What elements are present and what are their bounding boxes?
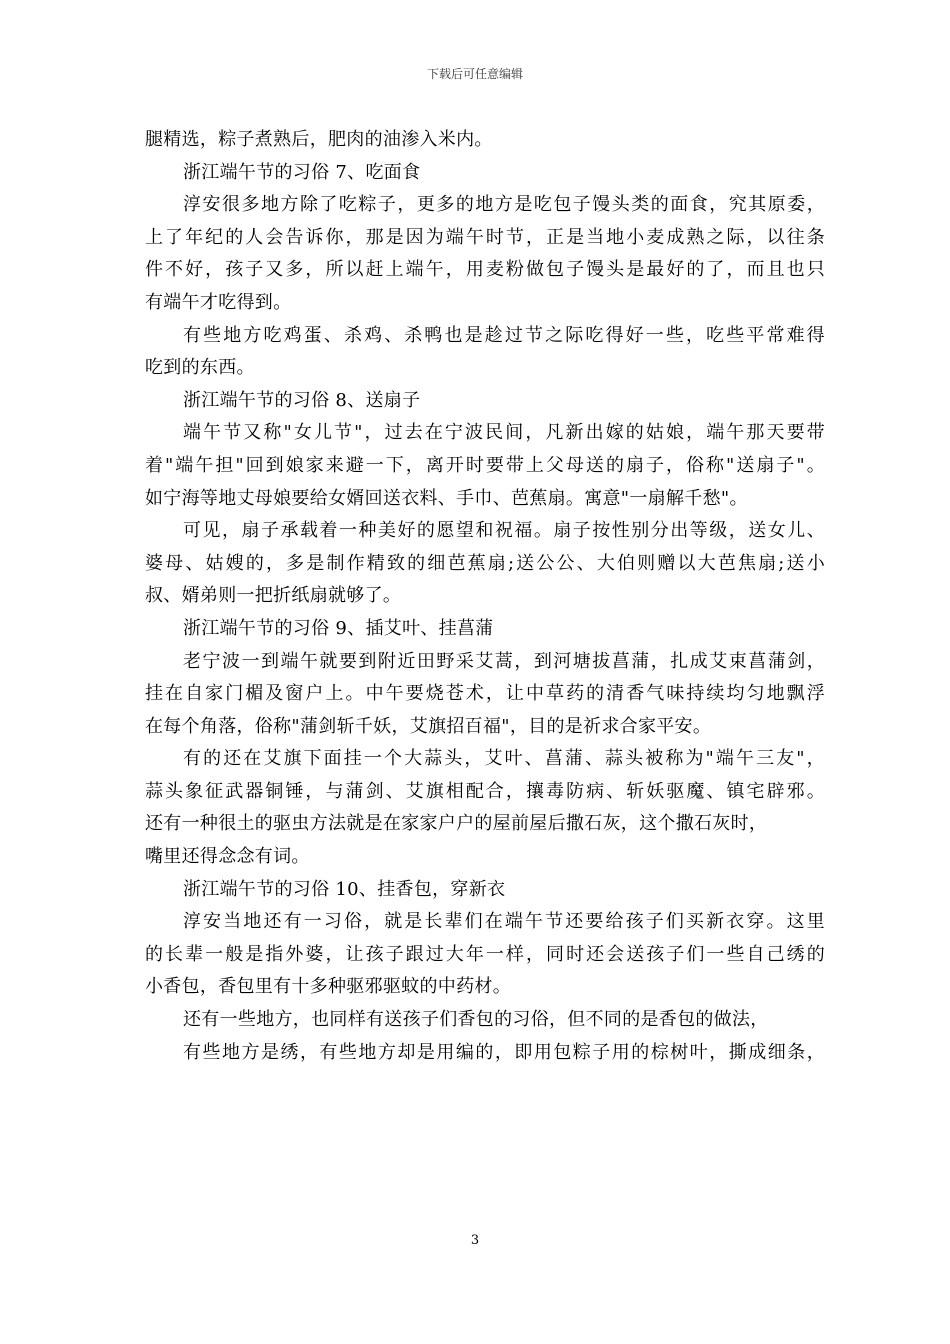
text-line: 嘴里还得念念有词。	[145, 846, 310, 868]
text-line: 在每个角落，俗称"蒲剑斩千妖，艾旗招百福"，目的是祈求合家平安。	[145, 715, 712, 737]
text-line: 腿精选，粽子煮熟后，肥肉的油渗入米内。	[145, 129, 493, 150]
text-line: 有些地方吃鸡蛋、杀鸡、杀鸭也是趁过节之际吃得好一些，吃些平常难得	[183, 324, 825, 346]
text-line: 上了年纪的人会告诉你，那是因为端午时节，正是当地小麦成熟之际，以往条	[145, 226, 825, 248]
text-line: 淳安当地还有一习俗，就是长辈们在端午节还要给孩子们买新衣穿。这里	[183, 911, 825, 933]
page-header: 下载后可任意编辑	[426, 67, 523, 81]
section-heading: 浙江端午节的习俗 8、送扇子	[183, 389, 421, 411]
section-heading: 浙江端午节的习俗 7、吃面食	[183, 161, 421, 183]
text-line: 淳安很多地方除了吃粽子，更多的地方是吃包子馒头类的面食，究其原委，	[183, 194, 825, 216]
text-line: 小香包，香包里有十多种驱邪驱蚊的中药材。	[145, 976, 511, 998]
text-line: 还有一种很土的驱虫方法就是在家家户户的屋前屋后撒石灰，这个撒石灰时，	[145, 813, 768, 835]
text-line: 还有一些地方，也同样有送孩子们香包的习俗，但不同的是香包的做法，	[183, 1009, 769, 1031]
section-heading: 浙江端午节的习俗 10、挂香包，穿新衣	[183, 878, 506, 900]
text-line: 挂在自家门楣及窗户上。中午要烧苍术，让中草药的清香气味持续均匀地飘浮	[145, 683, 825, 705]
section-heading: 浙江端午节的习俗 9、插艾叶、挂菖蒲	[183, 617, 494, 639]
text-line: 老宁波一到端午就要到附近田野采艾蒿，到河塘拔菖蒲，扎成艾束菖蒲剑，	[183, 650, 825, 672]
text-line: 着"端午担"回到娘家来避一下，离开时要带上父母送的扇子，俗称"送扇子"。	[145, 454, 825, 476]
text-line: 有些地方是绣，有些地方却是用编的，即用包粽子用的棕树叶，撕成细条，	[183, 1041, 825, 1063]
text-line: 可见，扇子承载着一种美好的愿望和祝福。扇子按性别分出等级，送女儿、	[183, 520, 825, 542]
page-number: 3	[470, 1233, 480, 1248]
text-line: 有的还在艾旗下面挂一个大蒜头，艾叶、菖蒲、蒜头被称为"端午三友"，	[183, 748, 825, 770]
text-line: 端午节又称"女儿节"，过去在宁波民间，凡新出嫁的姑娘，端午那天要带	[183, 422, 825, 444]
text-line: 婆母、姑嫂的，多是制作精致的细芭蕉扇;送公公、大伯则赠以大芭焦扇;送小	[145, 552, 825, 574]
text-line: 件不好，孩子又多，所以赶上端午，用麦粉做包子馒头是最好的了，而且也只	[145, 259, 825, 281]
text-line: 蒜头象征武器铜锤，与蒲剑、艾旗相配合，攘毒防病、斩妖驱魔、镇宅辟邪。	[145, 780, 825, 802]
text-line: 叔、婿弟则一把折纸扇就够了。	[145, 585, 402, 607]
document-body	[145, 124, 825, 1069]
text-line: 如宁海等地丈母娘要给女婿回送衣料、手巾、芭蕉扇。寓意"一扇解千愁"。	[145, 487, 748, 509]
text-line: 有端午才吃得到。	[145, 291, 292, 313]
text-line: 吃到的东西。	[145, 357, 255, 379]
text-line: 的长辈一般是指外婆，让孩子跟过大年一样，同时还会送孩子们一些自己绣的	[145, 943, 825, 965]
